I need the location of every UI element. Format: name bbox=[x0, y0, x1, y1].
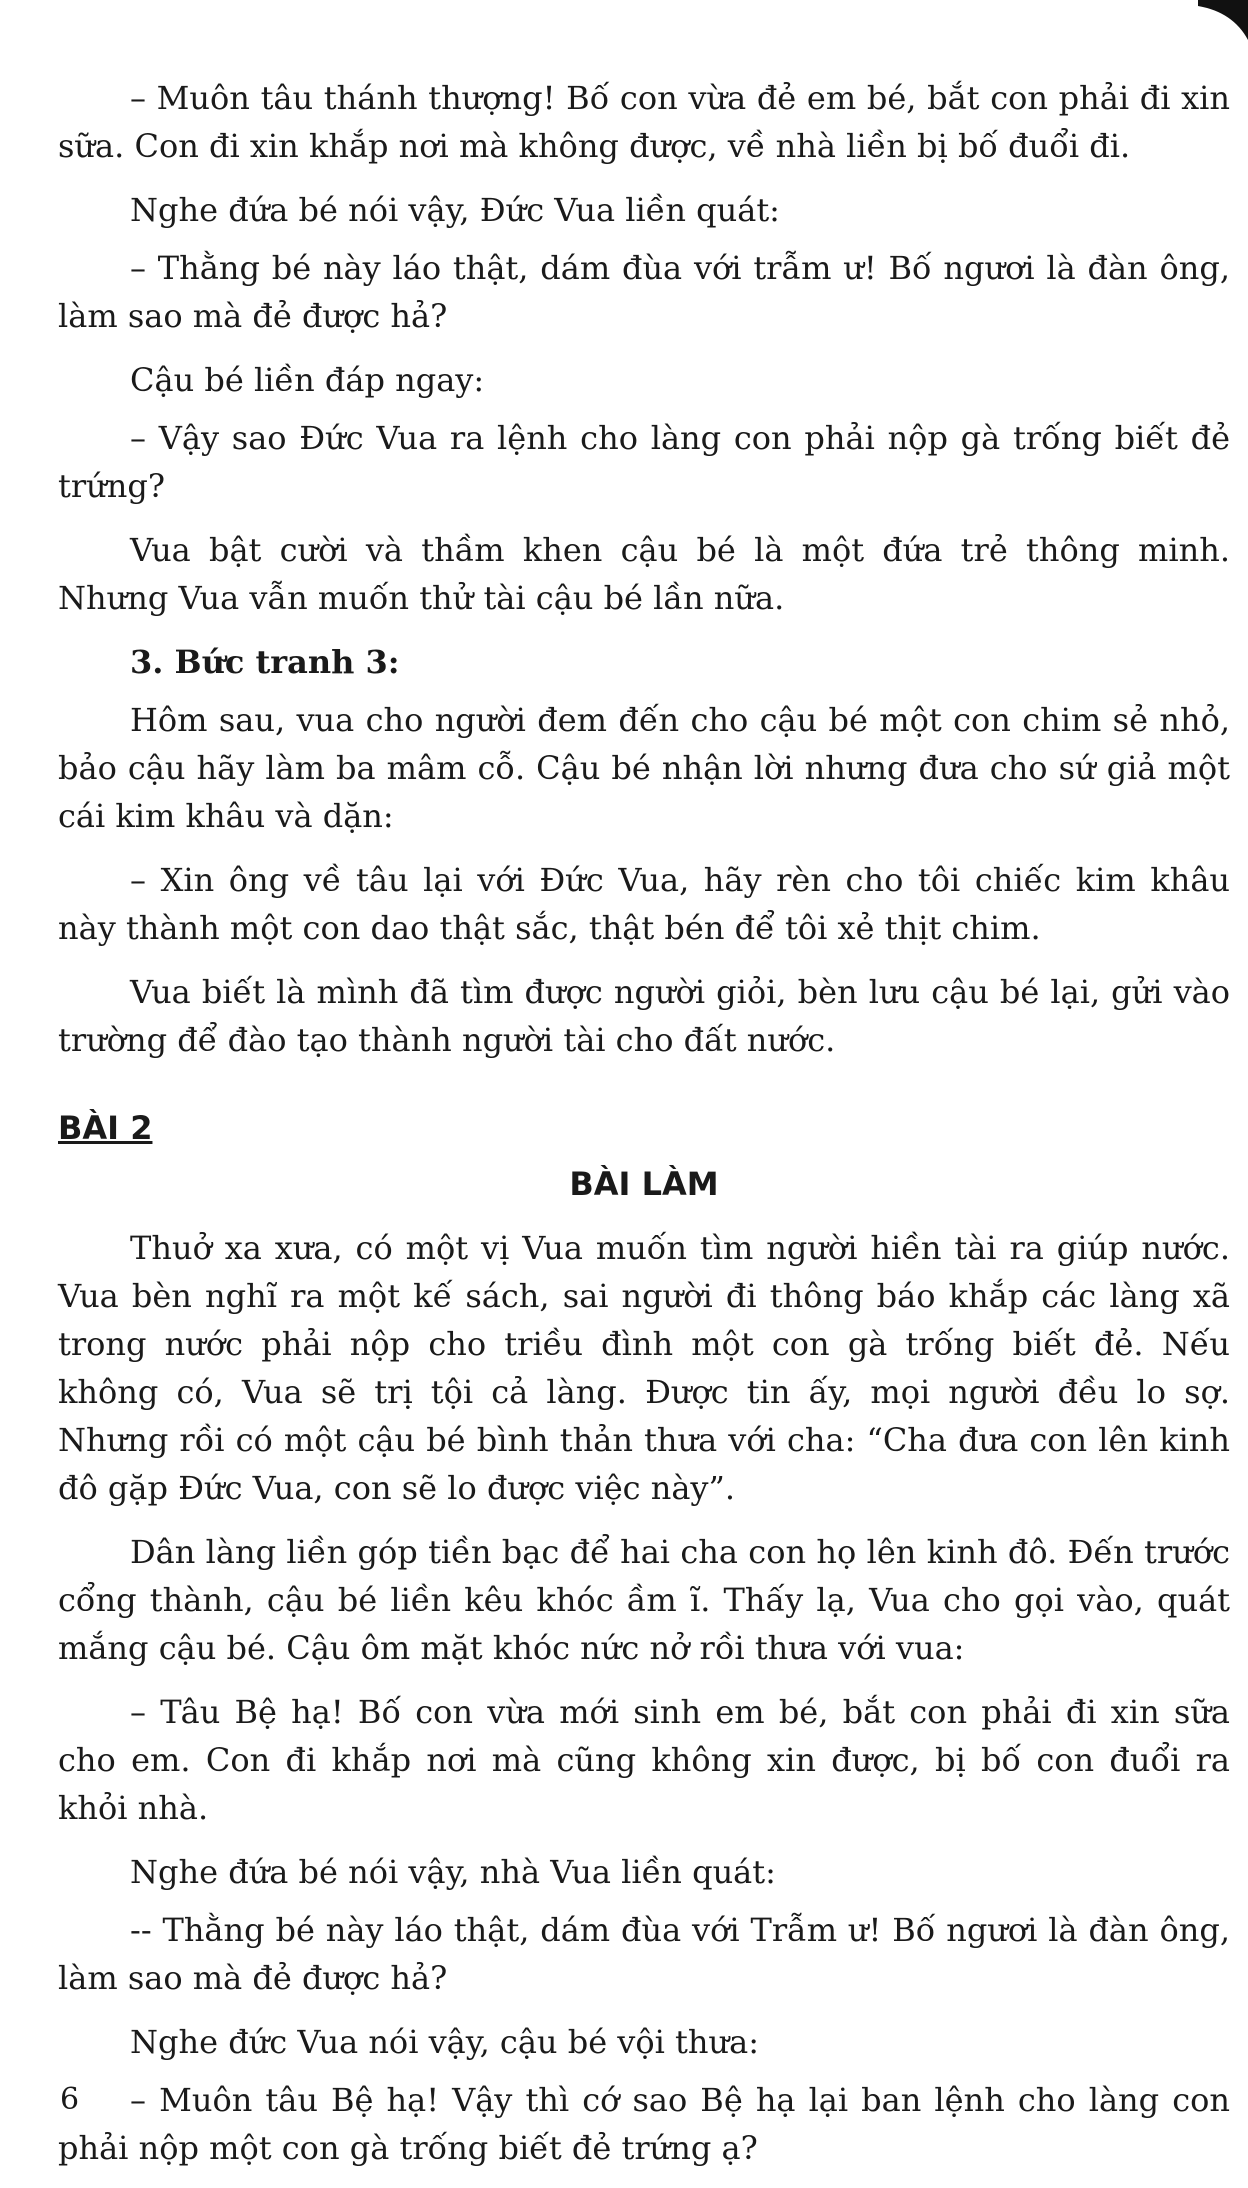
lesson-heading: BÀI 2 bbox=[58, 1109, 153, 1147]
paragraph: Hôm sau, vua cho người đem đến cho cậu bé một con chim sẻ nhỏ, bảo cậu hãy làm ba mâm cỗ. Cậu bé nhận lời nhưng đưa cho sứ giả một cái kim khâu và dặn: bbox=[58, 701, 1230, 835]
paragraph: Nghe đứa bé nói vậy, nhà Vua liền quát: bbox=[130, 1853, 776, 1891]
page-corner-mark bbox=[1178, 0, 1248, 40]
paragraph: – Xin ông về tâu lại với Đức Vua, hãy rèn cho tôi chiếc kim khâu này thành một con dao thật sắc, thật bén để tôi xẻ thịt chim. bbox=[58, 861, 1230, 947]
paragraph: Cậu bé liền đáp ngay: bbox=[130, 361, 485, 399]
paragraph: – Tâu Bệ hạ! Bố con vừa mới sinh em bé, bắt con phải đi xin sữa cho em. Con đi khắp nơi mà cũng không xin được, bị bố con đuổi ra khỏi nhà. bbox=[58, 1693, 1230, 1827]
paragraph: Vua bật cười và thầm khen cậu bé là một đứa trẻ thông minh. Nhưng Vua vẫn muốn thử tài cậu bé lần nữa. bbox=[58, 531, 1230, 617]
paragraph: Vua biết là mình đã tìm được người giỏi, bèn lưu cậu bé lại, gửi vào trường để đào tạo thành người tài cho đất nước. bbox=[58, 973, 1230, 1059]
paragraph: -- Thằng bé này láo thật, dám đùa với Trẫm ư! Bố ngươi là đàn ông, làm sao mà đẻ được hả? bbox=[58, 1911, 1230, 1997]
paragraph: – Thằng bé này láo thật, dám đùa với trẫm ư! Bố ngươi là đàn ông, làm sao mà đẻ được hả? bbox=[58, 249, 1230, 335]
paragraph: Nghe đứa bé nói vậy, Đức Vua liền quát: bbox=[130, 191, 780, 229]
paragraph: Nghe đức Vua nói vậy, cậu bé vội thưa: bbox=[130, 2023, 759, 2061]
page-body bbox=[58, 74, 1230, 2188]
page-number: 6 bbox=[60, 2082, 80, 2117]
paragraph: Dân làng liền góp tiền bạc để hai cha con họ lên kinh đô. Đến trước cổng thành, cậu bé liền kêu khóc ầm ĩ. Thấy lạ, Vua cho gọi vào, quát mắng cậu bé. Cậu ôm mặt khóc nức nở rồi thưa với vua: bbox=[58, 1533, 1230, 1667]
section-heading: 3. Bức tranh 3: bbox=[130, 643, 400, 681]
paragraph: – Muôn tâu thánh thượng! Bố con vừa đẻ em bé, bắt con phải đi xin sữa. Con đi xin khắp nơi mà không được, về nhà liền bị bố đuổi đi. bbox=[58, 79, 1230, 165]
essay-heading: BÀI LÀM bbox=[569, 1165, 719, 1203]
paragraph: Thuở xa xưa, có một vị Vua muốn tìm người hiền tài ra giúp nước. Vua bèn nghĩ ra một kế sách, sai người đi thông báo khắp các làng xã trong nước phải nộp cho triều đình một con gà trống biết đẻ. Nếu không có, Vua sẽ trị tội cả làng. Được tin ấy, mọi người đều lo sợ. Nhưng rồi có một cậu bé bình thản thưa với cha: “Cha đưa con lên kinh đô gặp Đức Vua, con sẽ lo được việc này”. bbox=[58, 1229, 1230, 1507]
paragraph: – Muôn tâu Bệ hạ! Vậy thì cớ sao Bệ hạ lại ban lệnh cho làng con phải nộp một con gà trống biết đẻ trứng ạ? bbox=[58, 2081, 1230, 2167]
paragraph: – Vậy sao Đức Vua ra lệnh cho làng con phải nộp gà trống biết đẻ trứng? bbox=[58, 419, 1230, 505]
